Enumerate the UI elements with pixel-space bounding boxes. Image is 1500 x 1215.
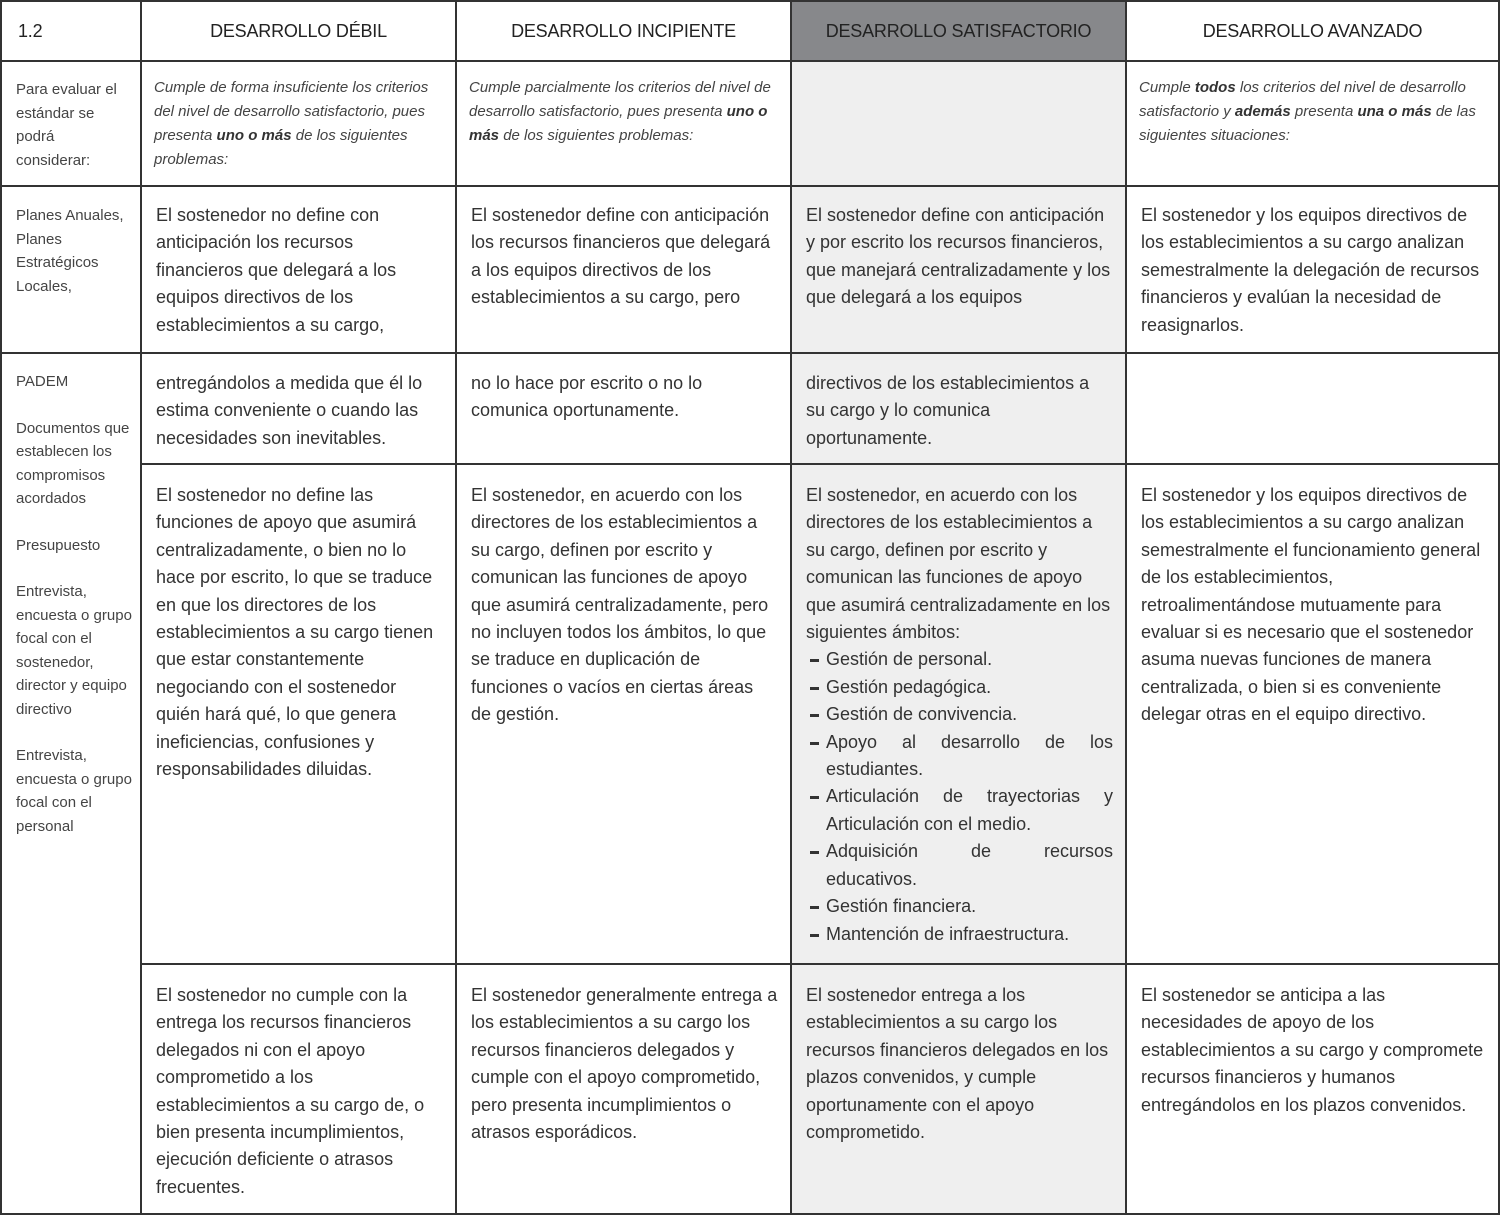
standard-code: 1.2 bbox=[18, 20, 43, 41]
intro-label-cell bbox=[0, 60, 142, 187]
row2-debil-text: entregándolos a medida que él lo estima conveniente o cuando las necesidades son inevitables. bbox=[156, 373, 423, 448]
header-debil-label: DESARROLLO DÉBIL bbox=[210, 20, 387, 41]
row1-incipiente bbox=[455, 185, 792, 354]
header-satisfactorio bbox=[790, 0, 1127, 62]
list-item: Articulación de trayectorias y Articulación con el medio. bbox=[806, 783, 1113, 838]
row3-incipiente-text: El sostenedor, en acuerdo con los directores de los establecimientos a su cargo, definen por escrito y comunican las funciones de apoyo que asumirá centralizadamente, pero no incluyen todos los ámbitos, lo que se traduce en duplicación de funciones o vacíos en ciertas áreas de gestión. bbox=[471, 485, 769, 725]
list-item: Gestión de personal. bbox=[806, 646, 1113, 673]
header-satisfactorio-label: DESARROLLO SATISFACTORIO bbox=[825, 20, 1092, 41]
row4-avanzado-text: El sostenedor se anticipa a las necesidades de apoyo de los establecimientos a su cargo y compromete recursos financieros y humanos entregándolos en los plazos convenidos. bbox=[1141, 985, 1484, 1115]
source-item: Entrevista, encuesta o grupo focal con el personal bbox=[16, 747, 132, 835]
intro-avanzado-text: Cumple bbox=[1139, 79, 1195, 96]
header-avanzado-label: DESARROLLO AVANZADO bbox=[1202, 20, 1423, 41]
standard-code-cell bbox=[0, 0, 142, 62]
row1-avanzado bbox=[1125, 185, 1500, 354]
intro-incipiente-text-end: de los siguientes problemas: bbox=[499, 127, 694, 144]
intro-avanzado bbox=[1125, 60, 1500, 187]
row1-incipiente-text: El sostenedor define con anticipación los recursos financieros que delegará a los equipos directivos de los establecimientos a su cargo, pero bbox=[471, 205, 771, 308]
list-item: Apoyo al desarrollo de los estudiantes. bbox=[806, 729, 1113, 784]
row1-satisfactorio-text: El sostenedor define con anticipación y por escrito los recursos financieros, que manejará centralizadamente y los que delegará a los equipos bbox=[806, 205, 1111, 308]
row2-incipiente bbox=[455, 352, 792, 465]
row1-satisfactorio bbox=[790, 185, 1127, 354]
sources-bottom-cell bbox=[0, 352, 142, 1215]
row4-incipiente-text: El sostenedor generalmente entrega a los establecimientos a su cargo los recursos financieros delegados y cumple con el apoyo comprometido, pero presenta incumplimientos o atrasos esporádicos. bbox=[471, 985, 778, 1143]
source-item: PADEM bbox=[16, 373, 69, 390]
source-item: Presupuesto bbox=[16, 536, 101, 554]
intro-incipiente-bold: uno o más bbox=[469, 103, 768, 144]
header-avanzado bbox=[1125, 0, 1500, 62]
sources-top: Planes Anuales, Planes Estratégicos Locales, bbox=[16, 207, 124, 295]
row2-avanzado bbox=[1125, 352, 1500, 465]
row3-avanzado-text: El sostenedor y los equipos directivos de los establecimientos a su cargo analizan semestralmente el funcionamiento general de los establecimientos, retroalimentándose mutuamente para evaluar si es necesario que el sostenedor asuma nuevas funciones de manera centralizada, o bien si es conveniente delegar otras en el equipo directivo. bbox=[1141, 485, 1481, 725]
row2-satisfactorio-text: directivos de los establecimientos a su cargo y lo comunica oportunamente. bbox=[806, 373, 1090, 448]
list-item: Mantención de infraestructura. bbox=[806, 921, 1113, 948]
intro-debil-text: Cumple de forma insuficiente los criterios del nivel de desarrollo satisfactorio, pues presenta bbox=[154, 79, 429, 144]
row2-satisfactorio bbox=[790, 352, 1127, 465]
intro-avanzado-text-3: presenta bbox=[1290, 103, 1358, 120]
intro-debil-text-end: de los siguientes problemas: bbox=[154, 127, 408, 168]
intro-avanzado-bold-todos: todos bbox=[1194, 79, 1236, 96]
row4-debil bbox=[140, 963, 457, 1215]
row4-satisfactorio-text: El sostenedor entrega a los establecimientos a su cargo los recursos financieros delegados en los plazos convenidos, y cumple oportunamente con el apoyo comprometido. bbox=[806, 985, 1109, 1143]
list-item: Gestión pedagógica. bbox=[806, 674, 1113, 701]
satisfactorio-ambitos-list bbox=[806, 646, 1113, 947]
source-item: Entrevista, encuesta o grupo focal con el sostenedor, director y equipo directivo bbox=[16, 583, 132, 718]
header-debil bbox=[140, 0, 457, 62]
row3-avanzado bbox=[1125, 463, 1500, 965]
intro-avanzado-text-2: los criterios del nivel de desarrollo satisfactorio y bbox=[1139, 79, 1466, 120]
row3-incipiente bbox=[455, 463, 792, 965]
intro-avanzado-bold-ademas: además bbox=[1234, 103, 1291, 120]
row3-debil-text: El sostenedor no define las funciones de apoyo que asumirá centralizadamente, o bien no lo hace por escrito, lo que se traduce en que los directores de los establecimientos a su cargo tienen que estar constantemente negociando con el sostenedor quién hará qué, lo que genera ineficiencias, confusiones y responsabilidades diluidas. bbox=[156, 485, 434, 780]
header-incipiente-label: DESARROLLO INCIPIENTE bbox=[511, 20, 736, 41]
row4-debil-text: El sostenedor no cumple con la entrega los recursos financieros delegados ni con el apoyo comprometido a los establecimientos a su cargo de, o bien presenta incumplimientos, ejecución deficiente o atrasos frecuentes. bbox=[156, 985, 425, 1197]
row3-debil bbox=[140, 463, 457, 965]
row2-debil bbox=[140, 352, 457, 465]
row4-avanzado bbox=[1125, 963, 1500, 1215]
list-item: Adquisición de recursos educativos. bbox=[806, 838, 1113, 893]
row1-avanzado-text: El sostenedor y los equipos directivos de los establecimientos a su cargo analizan semestralmente la delegación de recursos financieros y evalúan la necesidad de reasignarlos. bbox=[1141, 205, 1480, 335]
row2-incipiente-text: no lo hace por escrito o no lo comunica oportunamente. bbox=[471, 373, 703, 421]
intro-incipiente bbox=[455, 60, 792, 187]
intro-avanzado-text-4: de las siguientes situaciones: bbox=[1139, 103, 1476, 144]
intro-satisfactorio bbox=[790, 60, 1127, 187]
intro-incipiente-text: Cumple parcialmente los criterios del nivel de desarrollo satisfactorio, pues presenta bbox=[469, 79, 771, 120]
row3-satisfactorio-text: El sostenedor, en acuerdo con los directores de los establecimientos a su cargo, definen por escrito y comunican las funciones de apoyo que asumirá centralizadamente en los siguientes ámbitos: bbox=[806, 485, 1111, 643]
intro-debil-bold: uno o más bbox=[216, 127, 292, 144]
row4-satisfactorio bbox=[790, 963, 1127, 1215]
intro-label: Para evaluar el estándar se podrá considerar: bbox=[16, 81, 117, 169]
row3-satisfactorio bbox=[790, 463, 1127, 965]
row4-incipiente bbox=[455, 963, 792, 1215]
header-incipiente bbox=[455, 0, 792, 62]
row1-debil-text: El sostenedor no define con anticipación los recursos financieros que delegará a los equipos directivos de los establecimientos a su cargo, bbox=[156, 205, 397, 335]
row1-debil bbox=[140, 185, 457, 354]
intro-debil bbox=[140, 60, 457, 187]
sources-top-cell bbox=[0, 185, 142, 354]
list-item: Gestión financiera. bbox=[806, 893, 1113, 920]
list-item: Gestión de convivencia. bbox=[806, 701, 1113, 728]
source-item: Documentos que establecen los compromisos acordados bbox=[16, 419, 130, 507]
intro-avanzado-bold-una-o-mas: una o más bbox=[1357, 103, 1432, 120]
